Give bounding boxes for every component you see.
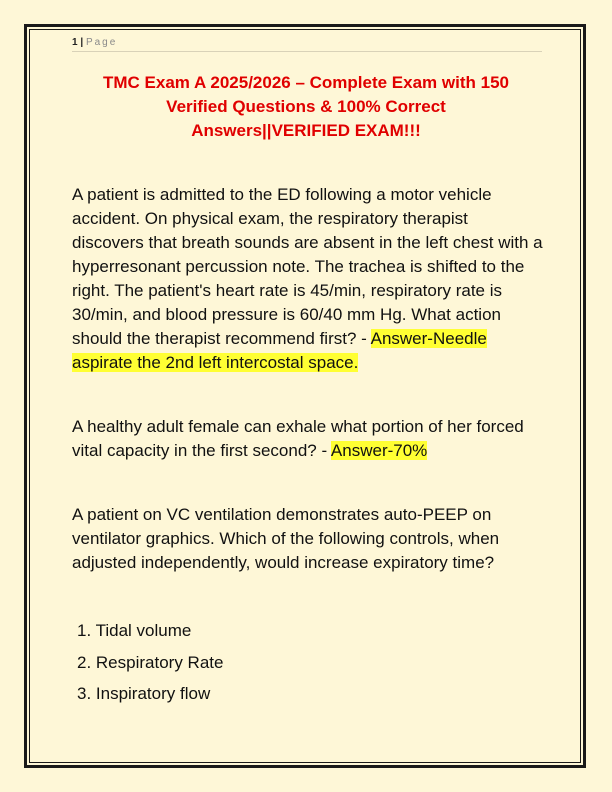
question-3-text: A patient on VC ventilation demonstrates auto-PEEP on ventilator graphics. Which of the following controls, when adjusted independently, would increase expiratory time? [72,505,500,572]
question-1-text: A patient is admitted to the ED following a motor vehicle accident. On physical exam, the respiratory therapist discovers that breath sounds are absent in the left chest with a hyperresonant percussion note. The trachea is shifted to the right. The patient's heart rate is 45/min, respiratory rate is 30/min, and blood pressure is 60/40 mm Hg. What action should the therapist recommend first? - [72,185,543,348]
page-separator: | [80,37,84,48]
question-2-answer: Answer-70% [330,441,428,460]
document-title [72,71,540,143]
page-word: Page [85,37,118,48]
question-2-text: A healthy adult female can exhale what portion of her forced vital capacity in the first second? - [72,417,524,460]
title-line-2: Verified Questions & 100% Correct [166,97,446,116]
option-item: 3. Inspiratory flow [77,684,211,703]
option-item: 1. Tidal volume [77,621,192,640]
title-line-3: Answers||VERIFIED EXAM!!! [191,121,421,140]
page-number: 1 [72,37,78,48]
page-header [72,37,542,52]
title-line-1: TMC Exam A 2025/2026 – Complete Exam with 150 [103,73,509,92]
question-3-options [77,615,223,710]
question-3 [72,503,544,575]
question-1-answer: Answer-Needle aspirate the 2nd left intercostal space. [72,329,487,372]
question-1 [72,183,544,375]
question-2 [72,415,544,463]
option-item: 2. Respiratory Rate [77,652,224,672]
